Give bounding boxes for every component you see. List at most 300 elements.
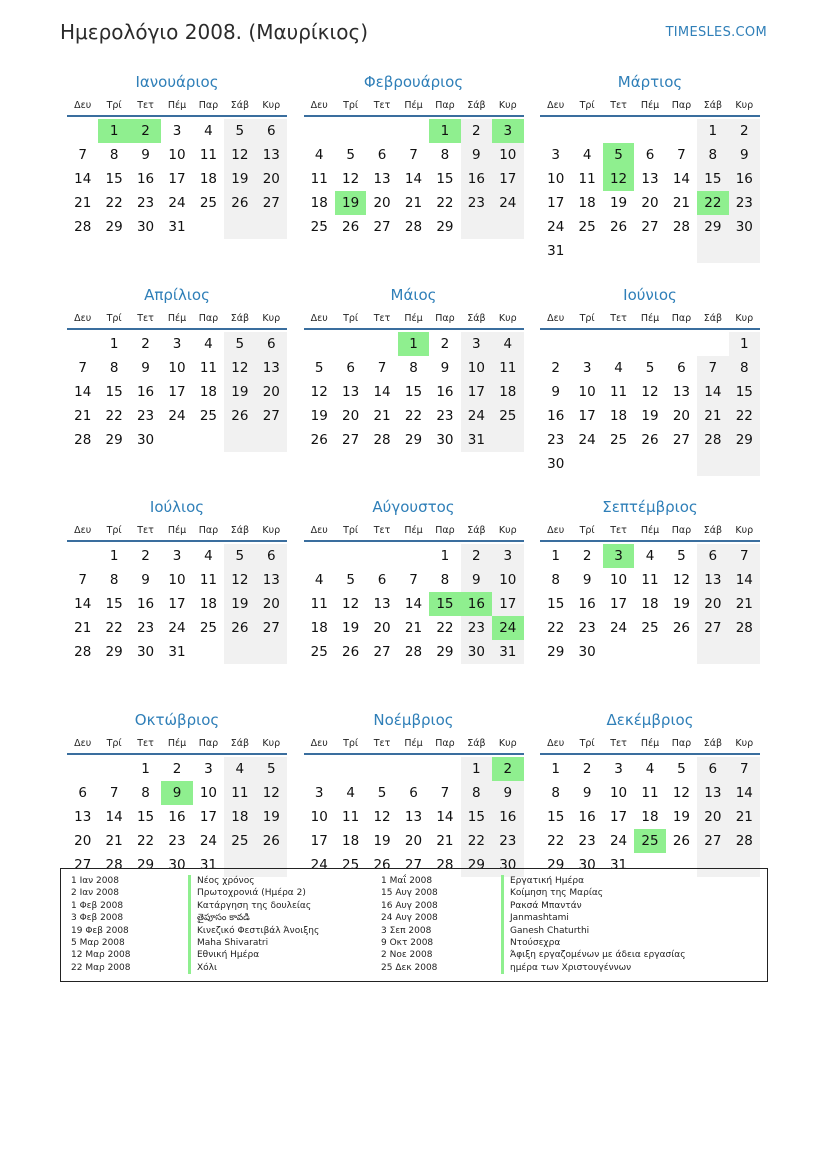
day-cell: 25 [578, 219, 596, 235]
day-cell: 1 [551, 760, 560, 777]
weekday-header [540, 521, 760, 542]
day-cell: 9 [141, 147, 150, 163]
holiday-day: 2 [492, 757, 523, 781]
day-cell: 8 [697, 143, 728, 167]
day-cell: 24 [310, 856, 328, 873]
day-cell: 4 [346, 784, 355, 801]
day-cell: 7 [78, 572, 87, 588]
holiday-name: Κοίμηση της Μαρίας [501, 887, 685, 899]
day-cell: 9 [141, 359, 150, 376]
day-cell: 6 [377, 572, 387, 588]
holiday-name: Πρωτοχρονιά (Ημέρα 2) [188, 887, 319, 899]
day-cell: 4 [314, 572, 324, 588]
day-cell: 29 [105, 431, 123, 448]
weekday-header [540, 309, 760, 330]
day-cell: 13 [641, 171, 659, 187]
day-cell: 9 [440, 359, 450, 376]
weekday-label: Τρί [579, 737, 595, 749]
day-cell: 27 [672, 431, 691, 448]
day-cell: 17 [492, 167, 523, 191]
day-cell: 3 [582, 359, 592, 376]
weekday-label: Δευ [74, 100, 92, 111]
day-cell: 18 [342, 832, 360, 849]
weekday-header [540, 96, 760, 117]
weekday-label: Πέμ [167, 100, 187, 111]
day-cell: 18 [641, 808, 659, 825]
weekday-label: Παρ [198, 737, 219, 749]
day-cell: 14 [74, 596, 92, 612]
weekday-label: Σάβ [703, 525, 723, 536]
day-grid [304, 119, 524, 239]
day-cell: 15 [436, 171, 454, 187]
holiday-name: Ρακσά Μπαντάν [501, 900, 685, 912]
day-cell: 10 [310, 808, 328, 825]
empty-cell [729, 640, 760, 664]
day-cell: 29 [105, 644, 123, 660]
day-cell: 18 [310, 620, 328, 636]
day-cell: 30 [492, 853, 523, 877]
empty-cell [634, 640, 665, 664]
holiday-day: 5 [603, 143, 634, 167]
weekday-label: Κυρ [498, 525, 517, 536]
weekday-header [304, 309, 524, 330]
day-cell: 22 [436, 620, 454, 636]
day-cell: 4 [645, 548, 655, 564]
day-cell: 10 [609, 572, 628, 588]
holiday-date: 24 Αυγ 2008 [381, 913, 438, 924]
day-cell: 8 [440, 147, 450, 163]
day-cell: 21 [729, 805, 760, 829]
day-cell: 7 [409, 572, 418, 588]
day-cell: 1 [729, 332, 760, 356]
day-cell: 10 [461, 356, 492, 380]
day-cell: 17 [461, 380, 492, 404]
weekday-label: Τετ [137, 525, 154, 536]
day-cell: 7 [729, 757, 760, 781]
day-cell: 4 [204, 123, 213, 139]
day-cell: 23 [461, 191, 492, 215]
day-cell: 22 [436, 195, 454, 211]
empty-cell [603, 640, 634, 664]
day-cell: 10 [492, 143, 523, 167]
empty-cell [193, 428, 224, 452]
weekday-label: Κυρ [735, 737, 754, 749]
day-cell: 6 [78, 784, 87, 801]
day-cell: 25 [199, 407, 218, 424]
holiday-date: 5 Μαρ 2008 [71, 937, 125, 948]
day-cell: 15 [105, 383, 123, 400]
day-cell: 2 [141, 548, 150, 564]
month-block [540, 494, 760, 707]
day-cell: 17 [168, 383, 186, 400]
empty-cell [304, 332, 335, 356]
empty-cell [193, 215, 224, 239]
weekday-label: Παρ [435, 312, 455, 324]
day-cell: 21 [105, 832, 123, 849]
day-cell: 27 [256, 191, 287, 215]
day-cell: 20 [641, 195, 659, 211]
day-cell: 9 [461, 568, 492, 592]
day-cell: 17 [609, 808, 628, 825]
weekday-label: Κυρ [498, 312, 517, 324]
day-grid [540, 119, 760, 263]
empty-cell [67, 757, 98, 781]
month-name: Δεκέμβριος [606, 710, 694, 729]
day-cell: 20 [373, 620, 391, 636]
day-cell: 2 [440, 335, 450, 352]
empty-cell [571, 452, 602, 476]
weekday-label: Παρ [435, 525, 455, 536]
day-cell: 23 [578, 832, 596, 849]
weekday-label: Τρί [343, 737, 359, 749]
day-cell: 3 [172, 123, 182, 139]
day-cell: 8 [551, 784, 560, 801]
day-cell: 5 [645, 359, 655, 376]
empty-cell [540, 332, 571, 356]
day-cell: 11 [199, 572, 218, 588]
holiday-name: Janmashtami [501, 912, 685, 924]
holiday-date: 9 Οκτ 2008 [381, 937, 434, 948]
day-cell: 4 [614, 359, 623, 376]
weekday-label: Τετ [610, 100, 627, 111]
day-cell: 6 [377, 147, 387, 163]
day-cell: 3 [551, 147, 560, 163]
empty-cell [634, 452, 665, 476]
day-cell: 8 [729, 356, 760, 380]
day-cell: 16 [729, 167, 760, 191]
day-cell: 8 [109, 147, 119, 163]
day-cell: 21 [729, 592, 760, 616]
weekday-label: Σάβ [703, 312, 723, 324]
weekday-label: Κυρ [735, 100, 754, 111]
day-grid [540, 757, 760, 877]
day-cell: 30 [436, 431, 454, 448]
day-cell: 21 [74, 407, 92, 424]
holiday-name: Εθνική Ημέρα [188, 949, 319, 961]
day-cell: 14 [74, 171, 92, 187]
empty-cell [634, 332, 665, 356]
weekday-label: Πέμ [640, 312, 660, 324]
day-cell: 12 [373, 808, 391, 825]
day-cell: 31 [168, 219, 186, 235]
day-cell: 28 [729, 829, 760, 853]
day-cell: 1 [461, 757, 492, 781]
day-cell: 27 [641, 219, 659, 235]
day-cell: 5 [677, 548, 686, 564]
weekday-label: Σάβ [467, 737, 486, 749]
day-cell: 22 [136, 832, 155, 849]
month-block [67, 494, 287, 707]
month-name: Απρίλιος [144, 285, 210, 304]
day-cell: 24 [168, 407, 186, 424]
weekday-label: Πέμ [640, 737, 660, 749]
page-title: Ημερολόγιο 2008. (Μαυρίκιος) [60, 20, 368, 44]
day-cell: 8 [141, 784, 150, 801]
day-cell: 24 [168, 195, 186, 211]
day-cell: 25 [310, 644, 328, 660]
day-cell: 21 [672, 195, 691, 211]
day-cell: 15 [105, 171, 123, 187]
day-cell: 22 [547, 620, 565, 636]
day-cell: 14 [729, 568, 760, 592]
day-cell: 20 [342, 407, 360, 424]
weekday-label: Τρί [106, 100, 122, 111]
empty-cell [67, 544, 98, 568]
day-cell: 7 [440, 784, 450, 801]
day-cell: 2 [729, 119, 760, 143]
day-cell: 2 [172, 760, 182, 777]
day-cell: 15 [729, 380, 760, 404]
holiday-day: 1 [98, 119, 129, 143]
holiday-day: 3 [603, 544, 634, 568]
holiday-day: 16 [461, 592, 492, 616]
empty-cell [224, 640, 255, 664]
weekday-label: Παρ [435, 100, 455, 111]
empty-cell [729, 452, 760, 476]
day-cell: 18 [609, 407, 628, 424]
day-cell: 25 [224, 829, 255, 853]
weekday-header [304, 96, 524, 117]
day-cell: 22 [547, 832, 565, 849]
weekday-label: Τετ [610, 525, 627, 536]
day-cell: 20 [256, 592, 287, 616]
day-cell: 7 [677, 147, 686, 163]
day-cell: 8 [109, 572, 119, 588]
weekday-label: Δευ [310, 312, 328, 324]
day-cell: 11 [578, 171, 596, 187]
day-cell: 11 [199, 147, 218, 163]
holiday-day: 15 [429, 592, 460, 616]
day-cell: 18 [310, 195, 328, 211]
day-cell: 4 [492, 332, 523, 356]
weekday-label: Πέμ [404, 100, 423, 111]
holiday-date: 1 Φεβ 2008 [71, 900, 124, 911]
day-cell: 13 [697, 568, 728, 592]
day-cell: 26 [609, 219, 628, 235]
day-cell: 11 [492, 356, 523, 380]
day-cell: 19 [373, 832, 391, 849]
empty-cell [67, 332, 98, 356]
empty-cell [224, 428, 255, 452]
holiday-date: 19 Φεβ 2008 [71, 925, 129, 936]
day-cell: 21 [373, 407, 391, 424]
day-cell: 20 [256, 380, 287, 404]
day-cell: 26 [256, 829, 287, 853]
day-cell: 24 [547, 219, 565, 235]
holiday-day: 3 [492, 119, 523, 143]
weekday-label: Σάβ [467, 100, 486, 111]
day-cell: 10 [609, 784, 628, 801]
day-cell: 19 [224, 167, 255, 191]
day-cell: 30 [729, 215, 760, 239]
day-cell: 26 [672, 832, 691, 849]
day-cell: 31 [199, 856, 218, 873]
holiday-date: 3 Φεβ 2008 [71, 913, 124, 924]
day-cell: 9 [461, 143, 492, 167]
day-cell: 15 [136, 808, 155, 825]
weekday-label: Δευ [547, 737, 565, 749]
empty-cell [335, 332, 366, 356]
day-cell: 20 [404, 832, 423, 849]
day-cell: 14 [672, 171, 691, 187]
day-cell: 25 [609, 431, 628, 448]
day-cell: 22 [461, 829, 492, 853]
day-cell: 27 [697, 616, 728, 640]
day-cell: 16 [168, 808, 186, 825]
day-cell: 27 [697, 829, 728, 853]
day-cell: 12 [224, 143, 255, 167]
day-cell: 5 [224, 544, 255, 568]
day-cell: 12 [256, 781, 287, 805]
weekday-label: Τετ [610, 737, 627, 749]
empty-cell [193, 640, 224, 664]
day-cell: 3 [314, 784, 324, 801]
day-cell: 16 [578, 808, 596, 825]
weekday-label: Τρί [579, 100, 595, 111]
weekday-label: Δευ [547, 312, 565, 324]
empty-cell [666, 452, 697, 476]
day-cell: 6 [256, 544, 287, 568]
day-cell: 28 [672, 219, 691, 235]
day-cell: 17 [310, 832, 328, 849]
empty-cell [603, 332, 634, 356]
day-cell: 9 [582, 572, 592, 588]
day-cell: 26 [224, 616, 255, 640]
holiday-date: 2 Νοε 2008 [381, 950, 433, 961]
day-cell: 30 [136, 431, 155, 448]
day-cell: 21 [697, 404, 728, 428]
day-grid [304, 757, 524, 877]
day-cell: 4 [314, 147, 324, 163]
day-cell: 29 [136, 856, 155, 873]
day-cell: 28 [74, 644, 92, 660]
weekday-label: Δευ [310, 737, 328, 749]
day-cell: 11 [342, 808, 360, 825]
day-cell: 3 [172, 548, 182, 564]
day-cell: 9 [729, 143, 760, 167]
day-cell: 13 [697, 781, 728, 805]
weekday-label: Σάβ [230, 525, 250, 536]
weekday-label: Τετ [373, 737, 391, 749]
weekday-label: Τετ [137, 737, 154, 749]
empty-cell [98, 757, 129, 781]
day-cell: 13 [256, 143, 287, 167]
day-cell: 17 [578, 407, 596, 424]
day-cell: 21 [74, 620, 92, 636]
day-cell: 9 [582, 784, 592, 801]
day-cell: 12 [641, 383, 659, 400]
day-cell: 19 [256, 805, 287, 829]
day-cell: 23 [136, 620, 155, 636]
day-cell: 29 [547, 856, 565, 873]
day-cell: 1 [551, 548, 560, 564]
day-cell: 15 [404, 383, 423, 400]
month-block [540, 282, 760, 495]
day-cell: 11 [310, 596, 328, 612]
day-cell: 24 [578, 431, 596, 448]
day-cell: 8 [461, 781, 492, 805]
weekday-header [67, 734, 287, 755]
day-cell: 16 [136, 383, 155, 400]
day-cell: 22 [105, 620, 123, 636]
day-cell: 2 [141, 335, 150, 352]
day-cell: 10 [492, 568, 523, 592]
day-cell: 31 [168, 644, 186, 660]
day-cell: 5 [224, 119, 255, 143]
day-cell: 15 [697, 167, 728, 191]
empty-cell [366, 544, 397, 568]
day-cell: 17 [199, 808, 218, 825]
weekday-label: Παρ [671, 100, 692, 111]
day-cell: 20 [697, 805, 728, 829]
day-cell: 23 [461, 616, 492, 640]
day-cell: 12 [672, 784, 691, 801]
day-cell: 13 [672, 383, 691, 400]
brand-link[interactable]: TIMESLES.COM [665, 25, 767, 40]
empty-cell [224, 215, 255, 239]
weekday-header [304, 521, 524, 542]
holiday-date: 25 Δεκ 2008 [381, 962, 438, 973]
month-name: Οκτώβριος [134, 710, 220, 729]
day-cell: 21 [436, 832, 454, 849]
day-cell: 21 [404, 620, 423, 636]
weekday-label: Σάβ [230, 737, 250, 749]
empty-cell [603, 452, 634, 476]
empty-cell [398, 119, 429, 143]
day-cell: 14 [404, 171, 423, 187]
empty-cell [666, 239, 697, 263]
day-cell: 14 [729, 781, 760, 805]
day-cell: 30 [168, 856, 186, 873]
empty-cell [571, 239, 602, 263]
day-cell: 27 [373, 219, 391, 235]
day-cell: 6 [677, 359, 686, 376]
day-grid [67, 544, 287, 664]
day-cell: 14 [436, 808, 454, 825]
weekday-header [67, 96, 287, 117]
holiday-date: 1 Μαΐ 2008 [381, 876, 433, 886]
day-cell: 12 [672, 572, 691, 588]
day-cell: 31 [461, 428, 492, 452]
day-cell: 26 [672, 620, 691, 636]
holiday-day: 22 [697, 191, 728, 215]
month-block [67, 282, 287, 495]
month-name: Σεπτέμβριος [602, 498, 698, 516]
day-cell: 17 [492, 592, 523, 616]
weekday-label: Κυρ [498, 737, 517, 749]
day-cell: 6 [346, 359, 355, 376]
day-cell: 19 [224, 380, 255, 404]
empty-cell [256, 640, 287, 664]
day-cell: 27 [342, 431, 360, 448]
weekday-label: Τρί [343, 100, 359, 111]
empty-cell [666, 640, 697, 664]
day-cell: 7 [377, 359, 387, 376]
empty-cell [571, 332, 602, 356]
empty-cell [461, 215, 492, 239]
holiday-name: Χόλι [188, 962, 319, 974]
weekday-label: Τρί [106, 737, 122, 749]
day-grid [540, 544, 760, 664]
day-cell: 11 [641, 784, 659, 801]
day-cell: 25 [310, 219, 328, 235]
day-cell: 23 [492, 829, 523, 853]
day-cell: 4 [204, 548, 213, 564]
weekday-label: Τρί [106, 312, 122, 324]
day-cell: 18 [641, 596, 659, 612]
weekday-label: Τετ [137, 312, 154, 324]
weekday-label: Σάβ [703, 737, 723, 749]
